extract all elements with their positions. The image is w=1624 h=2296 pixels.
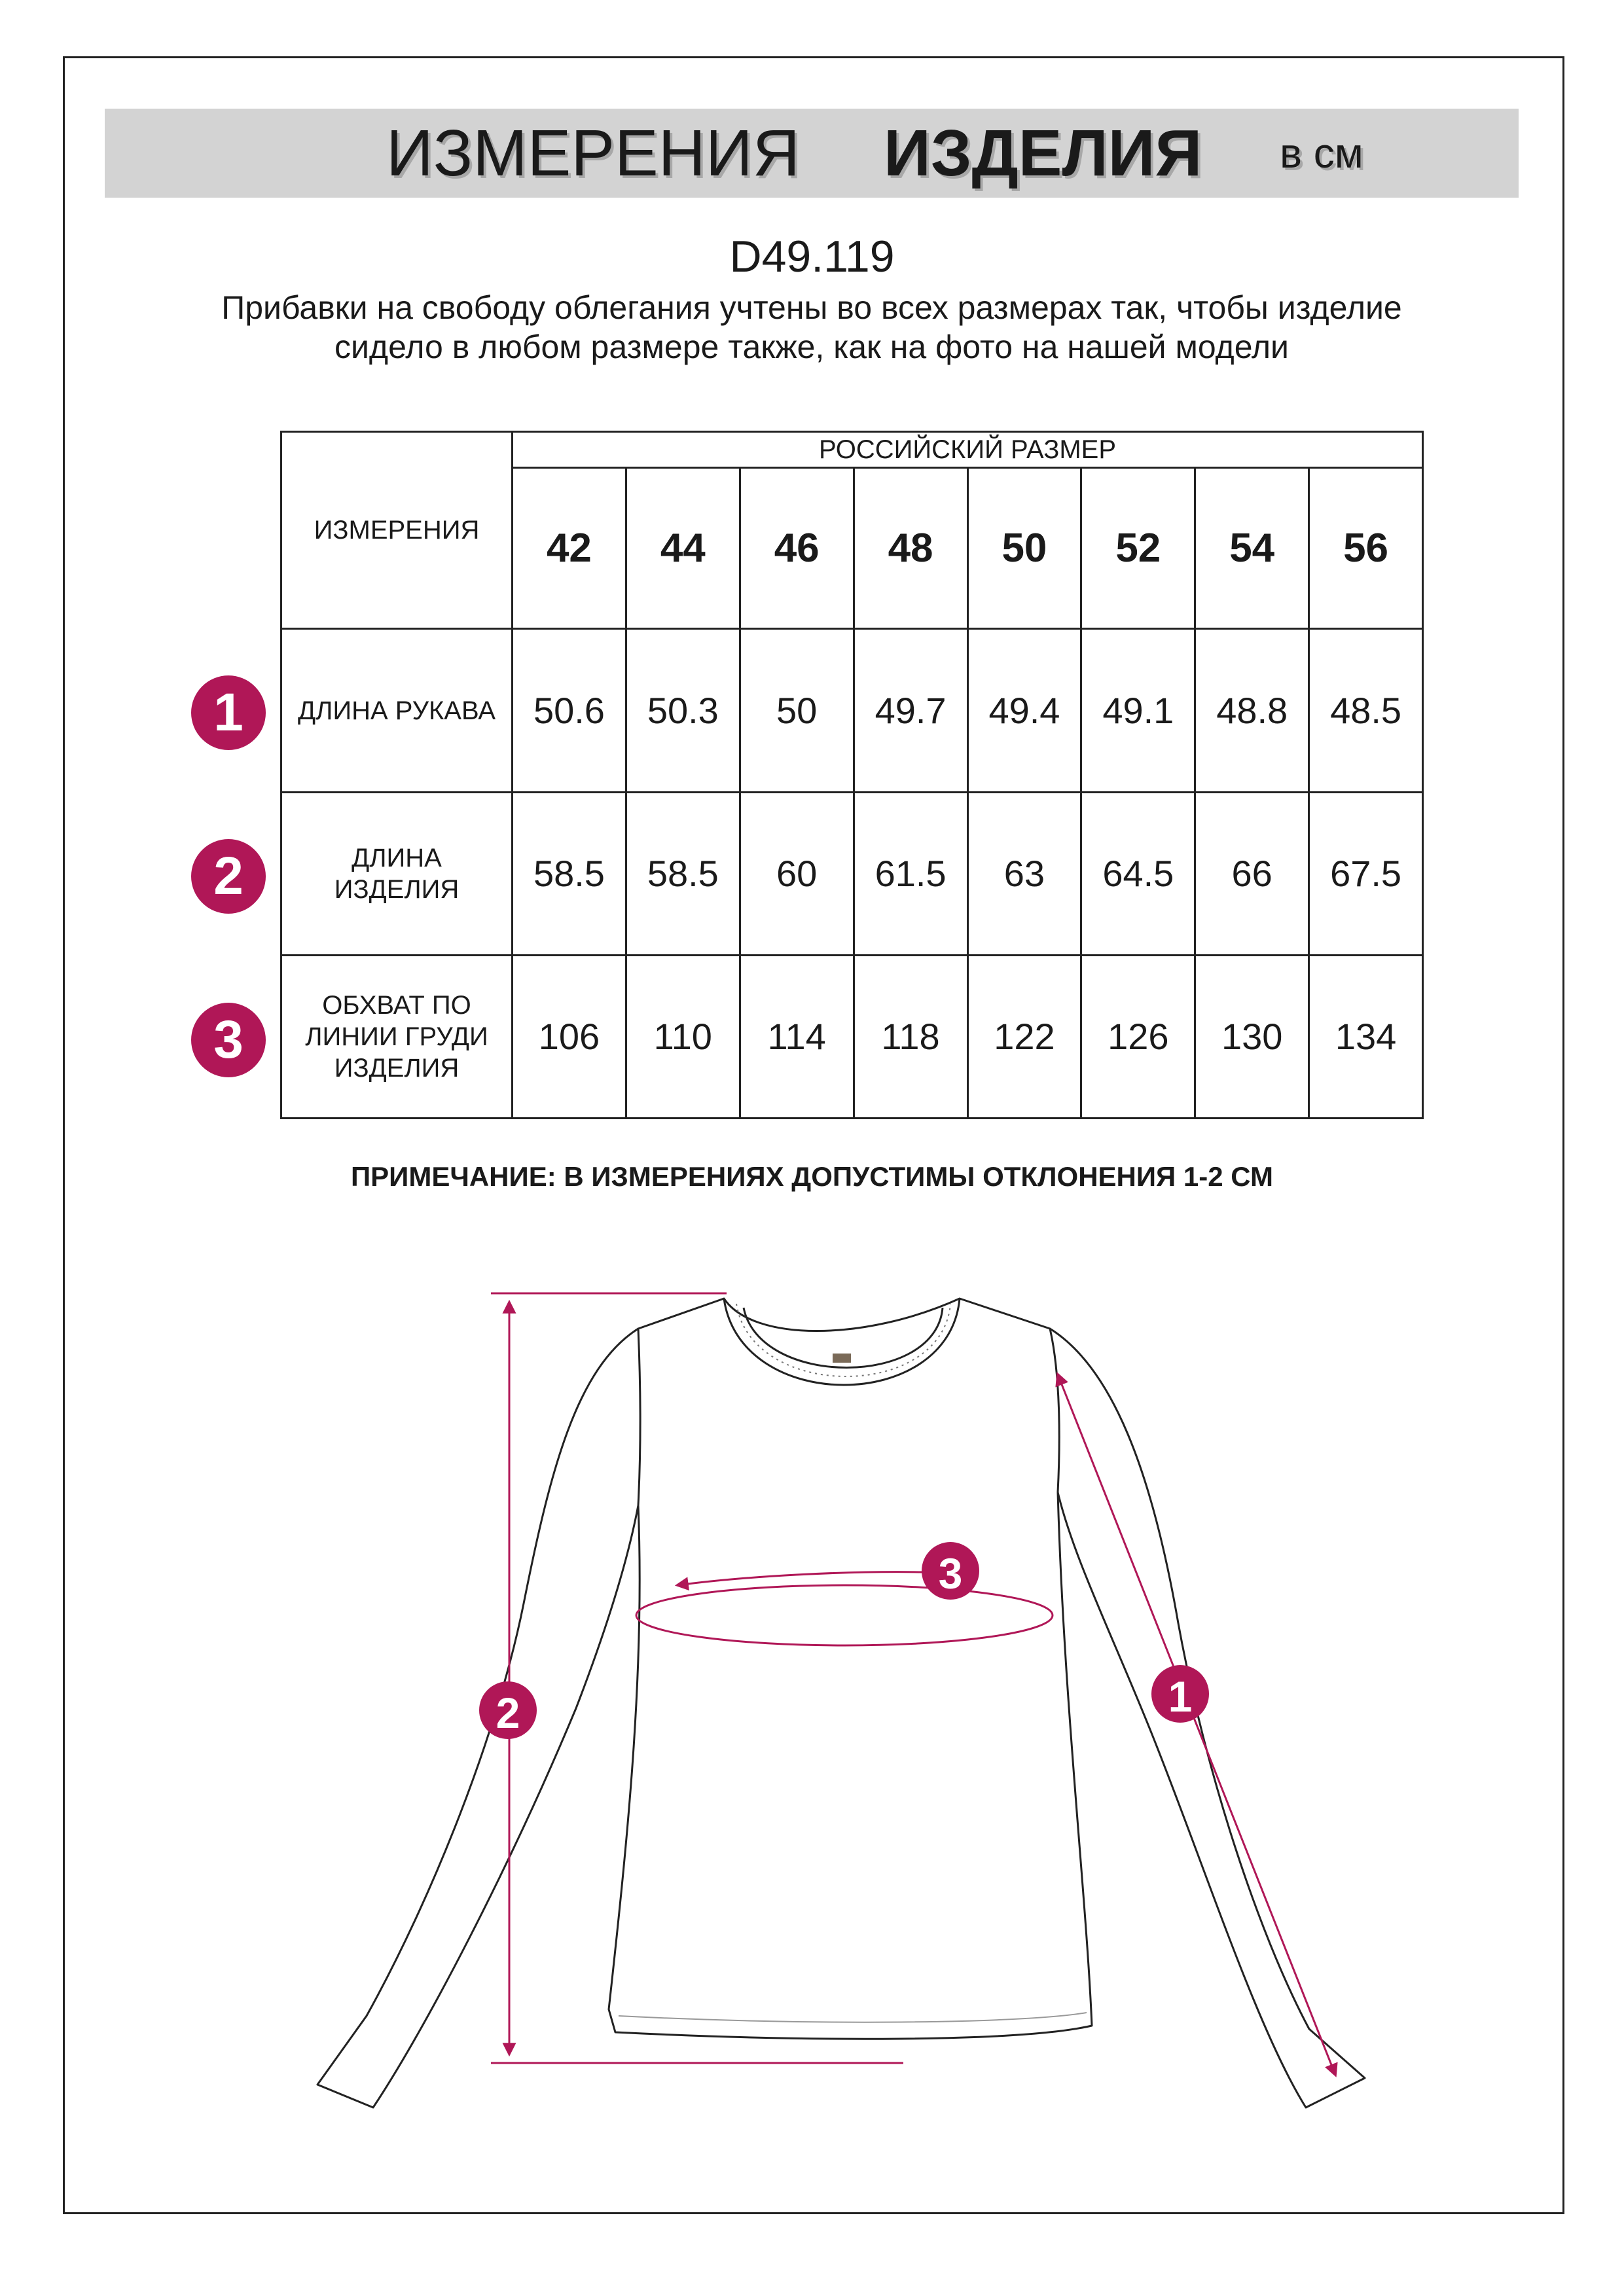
table-cell: 49.7 bbox=[854, 629, 967, 792]
table-cell: 61.5 bbox=[854, 792, 967, 955]
diagram-marker-1-text: 1 bbox=[1168, 1672, 1193, 1721]
corner-label: ИЗМЕРЕНИЯ bbox=[281, 432, 513, 629]
right-sleeve bbox=[1050, 1329, 1365, 2108]
fit-description: Прибавки на свободу облегания учтены во всех размерах так, чтобы изделие сидело в любом размере также, как на фото на нашей модели bbox=[221, 289, 1402, 365]
size-table bbox=[280, 431, 1424, 1119]
row-label-garment-length: ДЛИНА ИЗДЕЛИЯ bbox=[281, 792, 513, 955]
size-header: 54 bbox=[1195, 468, 1309, 629]
table-cell: 66 bbox=[1195, 792, 1309, 955]
sleeve-arrow bbox=[1058, 1374, 1335, 2075]
table-cell: 58.5 bbox=[626, 792, 740, 955]
header-title-part1: ИЗМЕРЕНИЯ bbox=[386, 117, 800, 190]
table-row bbox=[281, 792, 1423, 955]
brand-label bbox=[833, 1354, 851, 1363]
table-cell: 110 bbox=[626, 955, 740, 1118]
article-number: D49.119 bbox=[729, 232, 895, 281]
table-cell: 63 bbox=[967, 792, 1081, 955]
garment-diagram bbox=[0, 1230, 1624, 2147]
header-title-part2: ИЗДЕЛИЯ bbox=[884, 117, 1202, 190]
table-cell: 106 bbox=[513, 955, 626, 1118]
table-cell: 122 bbox=[967, 955, 1081, 1118]
badge-sleeve-length: 1 bbox=[191, 675, 266, 750]
size-header: 52 bbox=[1081, 468, 1195, 629]
table-cell: 49.1 bbox=[1081, 629, 1195, 792]
diagram-marker-3-text: 3 bbox=[938, 1549, 963, 1598]
table-cell: 49.4 bbox=[967, 629, 1081, 792]
diagram-marker-2-text: 2 bbox=[496, 1689, 520, 1737]
size-header: 56 bbox=[1309, 468, 1423, 629]
size-group-header: РОССИЙСКИЙ РАЗМЕР bbox=[513, 432, 1423, 468]
table-cell: 114 bbox=[740, 955, 854, 1118]
table-cell: 50.6 bbox=[513, 629, 626, 792]
size-header: 44 bbox=[626, 468, 740, 629]
table-cell: 64.5 bbox=[1081, 792, 1195, 955]
size-header: 46 bbox=[740, 468, 854, 629]
tolerance-note: ПРИМЕЧАНИЕ: В ИЗМЕРЕНИЯХ ДОПУСТИМЫ ОТКЛОНЕНИЯ 1-2 СМ bbox=[350, 1161, 1274, 1192]
size-header: 42 bbox=[513, 468, 626, 629]
table-row bbox=[281, 629, 1423, 792]
row-label-chest-girth: ОБХВАТ ПО ЛИНИИ ГРУДИ ИЗДЕЛИЯ bbox=[281, 955, 513, 1118]
table-cell: 50 bbox=[740, 629, 854, 792]
table-cell: 67.5 bbox=[1309, 792, 1423, 955]
table-cell: 50.3 bbox=[626, 629, 740, 792]
sweater-body bbox=[609, 1299, 1092, 2039]
left-sleeve bbox=[317, 1329, 640, 2108]
table-cell: 58.5 bbox=[513, 792, 626, 955]
sweater-outline bbox=[317, 1299, 1365, 2108]
badge-chest-girth: 3 bbox=[191, 1003, 266, 1077]
table-row bbox=[281, 955, 1423, 1118]
size-header: 48 bbox=[854, 468, 967, 629]
table-cell: 48.5 bbox=[1309, 629, 1423, 792]
header-unit: в см bbox=[1280, 130, 1363, 177]
table-cell: 60 bbox=[740, 792, 854, 955]
table-cell: 118 bbox=[854, 955, 967, 1118]
table-cell: 48.8 bbox=[1195, 629, 1309, 792]
size-header: 50 bbox=[967, 468, 1081, 629]
table-cell: 126 bbox=[1081, 955, 1195, 1118]
badge-garment-length: 2 bbox=[191, 839, 266, 914]
table-cell: 130 bbox=[1195, 955, 1309, 1118]
table-cell: 134 bbox=[1309, 955, 1423, 1118]
row-label-sleeve-length: ДЛИНА РУКАВА bbox=[281, 629, 513, 792]
